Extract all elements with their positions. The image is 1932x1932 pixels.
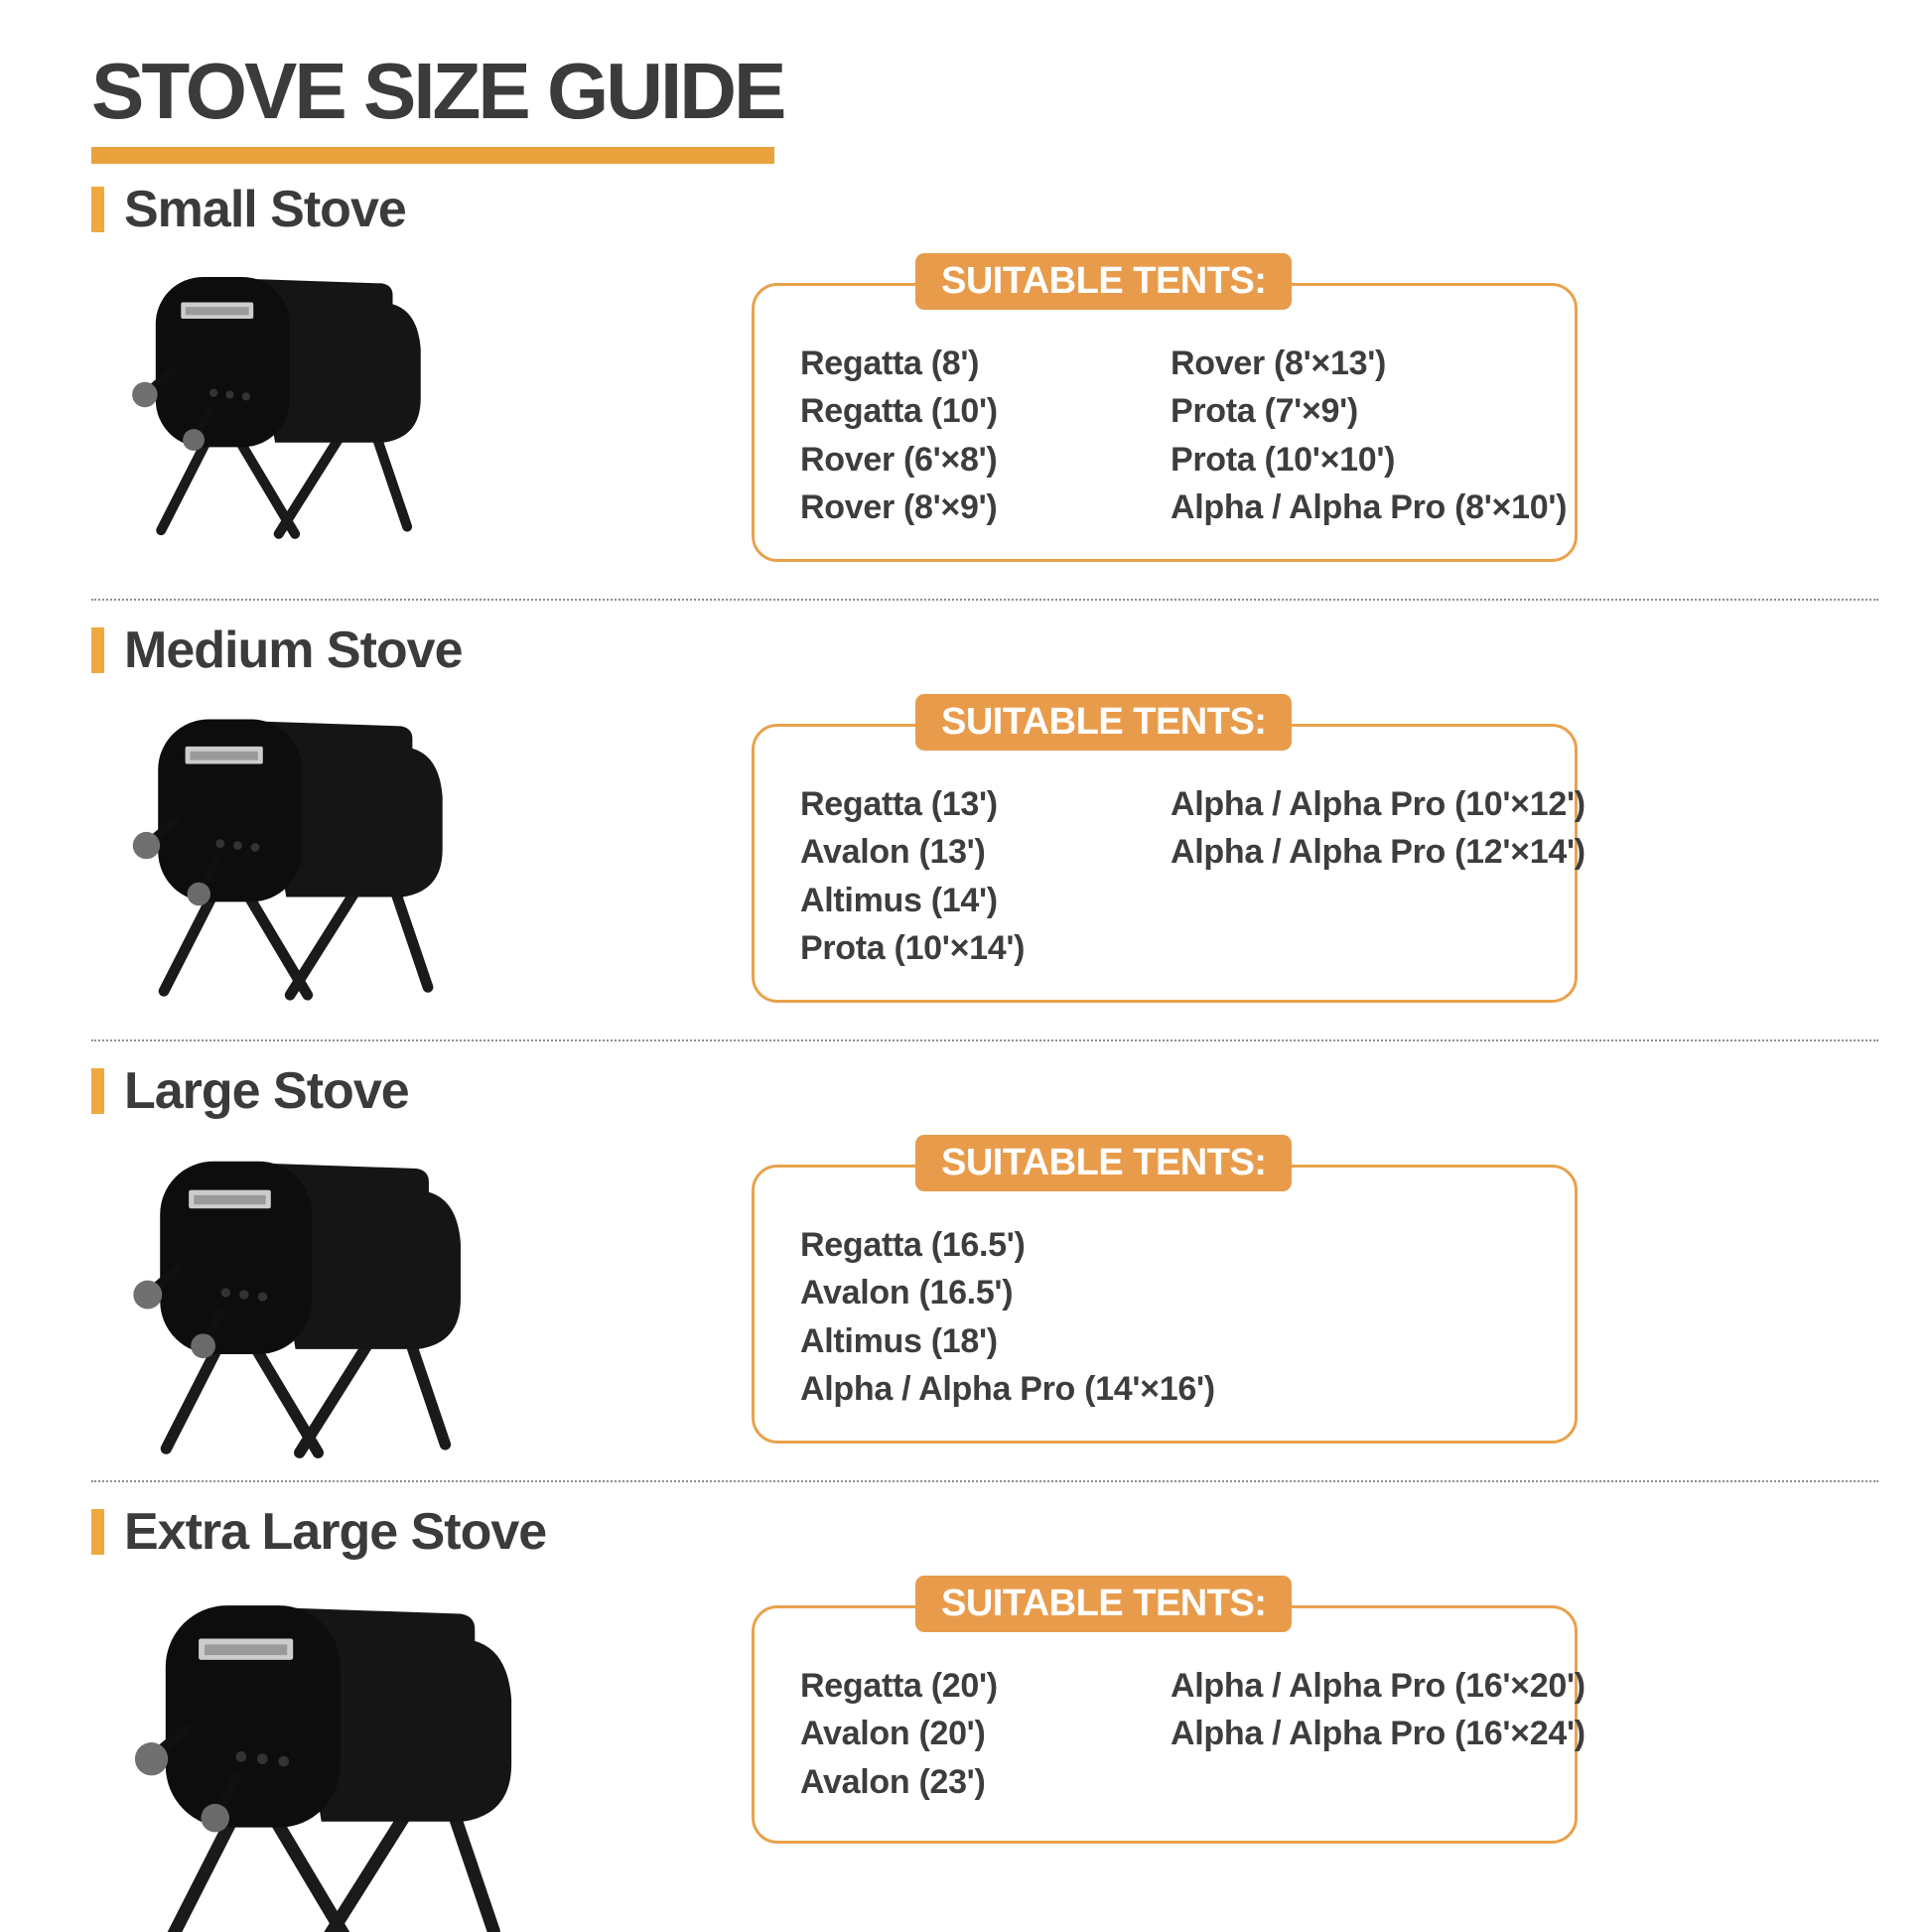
suitable-tents-badge: SUITABLE TENTS: (915, 694, 1292, 751)
section-body (91, 684, 1872, 1003)
tent-item: Avalon (16.5') (800, 1274, 1014, 1312)
section (91, 1502, 1872, 1932)
suitable-tents-badge: SUITABLE TENTS: (915, 1576, 1292, 1632)
tent-item: Altimus (14') (800, 881, 998, 919)
section-title: Large Stove (124, 1062, 409, 1120)
tent-item: Regatta (10') (800, 392, 998, 431)
tent-item: Alpha / Alpha Pro (8'×10') (1171, 487, 1568, 526)
tent-list-column-2 (1171, 340, 1567, 531)
stove-damper-knob (132, 382, 158, 408)
section (91, 180, 1872, 575)
section-title: Medium Stove (124, 621, 463, 679)
page-title: STOVE SIZE GUIDE (91, 47, 784, 135)
tent-item: Altimus (18') (800, 1321, 998, 1360)
tent-item: Regatta (13') (800, 785, 998, 823)
section-header (91, 1502, 1872, 1562)
stove-column (91, 1566, 752, 1932)
tents-box (752, 724, 1586, 1003)
tent-item: Alpha / Alpha Pro (16'×20') (1171, 1667, 1586, 1705)
tent-list (800, 780, 1586, 972)
stove-label-text (205, 1644, 287, 1655)
tents-box-wrap (752, 1135, 1578, 1444)
tent-item: Alpha / Alpha Pro (12'×14') (1171, 833, 1586, 872)
tent-list (800, 1221, 1547, 1413)
stove-label-text (194, 1195, 265, 1204)
tent-item: Prota (10'×14') (800, 928, 1026, 967)
section-divider (91, 1039, 1878, 1041)
title-underline (91, 147, 774, 164)
suitable-tents-badge: SUITABLE TENTS: (915, 1135, 1292, 1191)
section-accent-bar (91, 1068, 104, 1114)
tent-list-column-2 (1171, 1221, 1547, 1413)
section-divider (91, 599, 1878, 601)
stove-image (123, 1139, 492, 1458)
tent-item: Avalon (20') (800, 1715, 986, 1753)
section-accent-bar (91, 187, 104, 232)
tent-list-column-1 (800, 780, 1143, 972)
tent-item: Alpha / Alpha Pro (16'×24') (1171, 1715, 1586, 1753)
section-header (91, 180, 1872, 239)
stove-damper-knob (133, 1281, 162, 1310)
tents-box (752, 1165, 1578, 1444)
stove-image (123, 1580, 548, 1932)
stove-column (91, 1125, 752, 1458)
section-body (91, 1566, 1872, 1932)
stove-column (91, 684, 752, 1001)
tent-item: Alpha / Alpha Pro (14'×16') (800, 1369, 1215, 1408)
stove-door-handle-knob (188, 883, 210, 905)
tents-box-wrap (752, 694, 1586, 1003)
stove-damper-knob (133, 832, 160, 859)
stove-label-text (186, 307, 249, 315)
section (91, 1061, 1872, 1456)
tent-item: Regatta (20') (800, 1667, 998, 1705)
tent-list-column-1 (800, 1662, 1143, 1806)
tent-item: Rover (8'×9') (800, 487, 998, 526)
section-header (91, 1061, 1872, 1121)
tent-list (800, 340, 1568, 531)
tents-box-wrap (752, 1576, 1586, 1844)
section-title: Small Stove (124, 181, 406, 238)
tent-item: Rover (8'×13') (1171, 345, 1387, 382)
stove-label-text (190, 752, 257, 760)
suitable-tents-badge: SUITABLE TENTS: (915, 253, 1292, 310)
tents-box (752, 283, 1578, 562)
stove-image (123, 698, 473, 1001)
stove-image (123, 257, 449, 539)
section-title: Extra Large Stove (124, 1503, 547, 1561)
section-divider (91, 1480, 1878, 1482)
stove-door-handle-knob (183, 429, 205, 451)
tent-list-column-1 (800, 1221, 1215, 1413)
tents-box (752, 1605, 1586, 1844)
stove-damper-knob (135, 1742, 168, 1775)
tent-item: Rover (6'×8') (800, 440, 998, 479)
tent-item: Prota (10'×10') (1171, 440, 1396, 479)
tent-item: Regatta (16.5') (800, 1226, 1026, 1264)
tent-item: Prota (7'×9') (1171, 392, 1358, 431)
stove-door-handle-knob (201, 1804, 229, 1833)
section (91, 621, 1872, 1016)
sections-container (91, 180, 1872, 1932)
tent-list-column-1 (800, 340, 1143, 531)
tents-box-wrap (752, 253, 1578, 562)
section-body (91, 243, 1872, 562)
stove-door-handle-knob (191, 1333, 215, 1358)
tent-list-column-2 (1171, 780, 1586, 972)
tent-list-column-2 (1171, 1662, 1586, 1806)
tent-item: Avalon (13') (800, 833, 986, 872)
tent-list (800, 1662, 1586, 1806)
section-accent-bar (91, 627, 104, 673)
stove-column (91, 243, 752, 539)
tent-item: Avalon (23') (800, 1762, 986, 1801)
tent-item: Regatta (8') (800, 345, 980, 382)
section-accent-bar (91, 1509, 104, 1555)
section-body (91, 1125, 1872, 1458)
tent-item: Alpha / Alpha Pro (10'×12') (1171, 785, 1586, 823)
section-header (91, 621, 1872, 680)
